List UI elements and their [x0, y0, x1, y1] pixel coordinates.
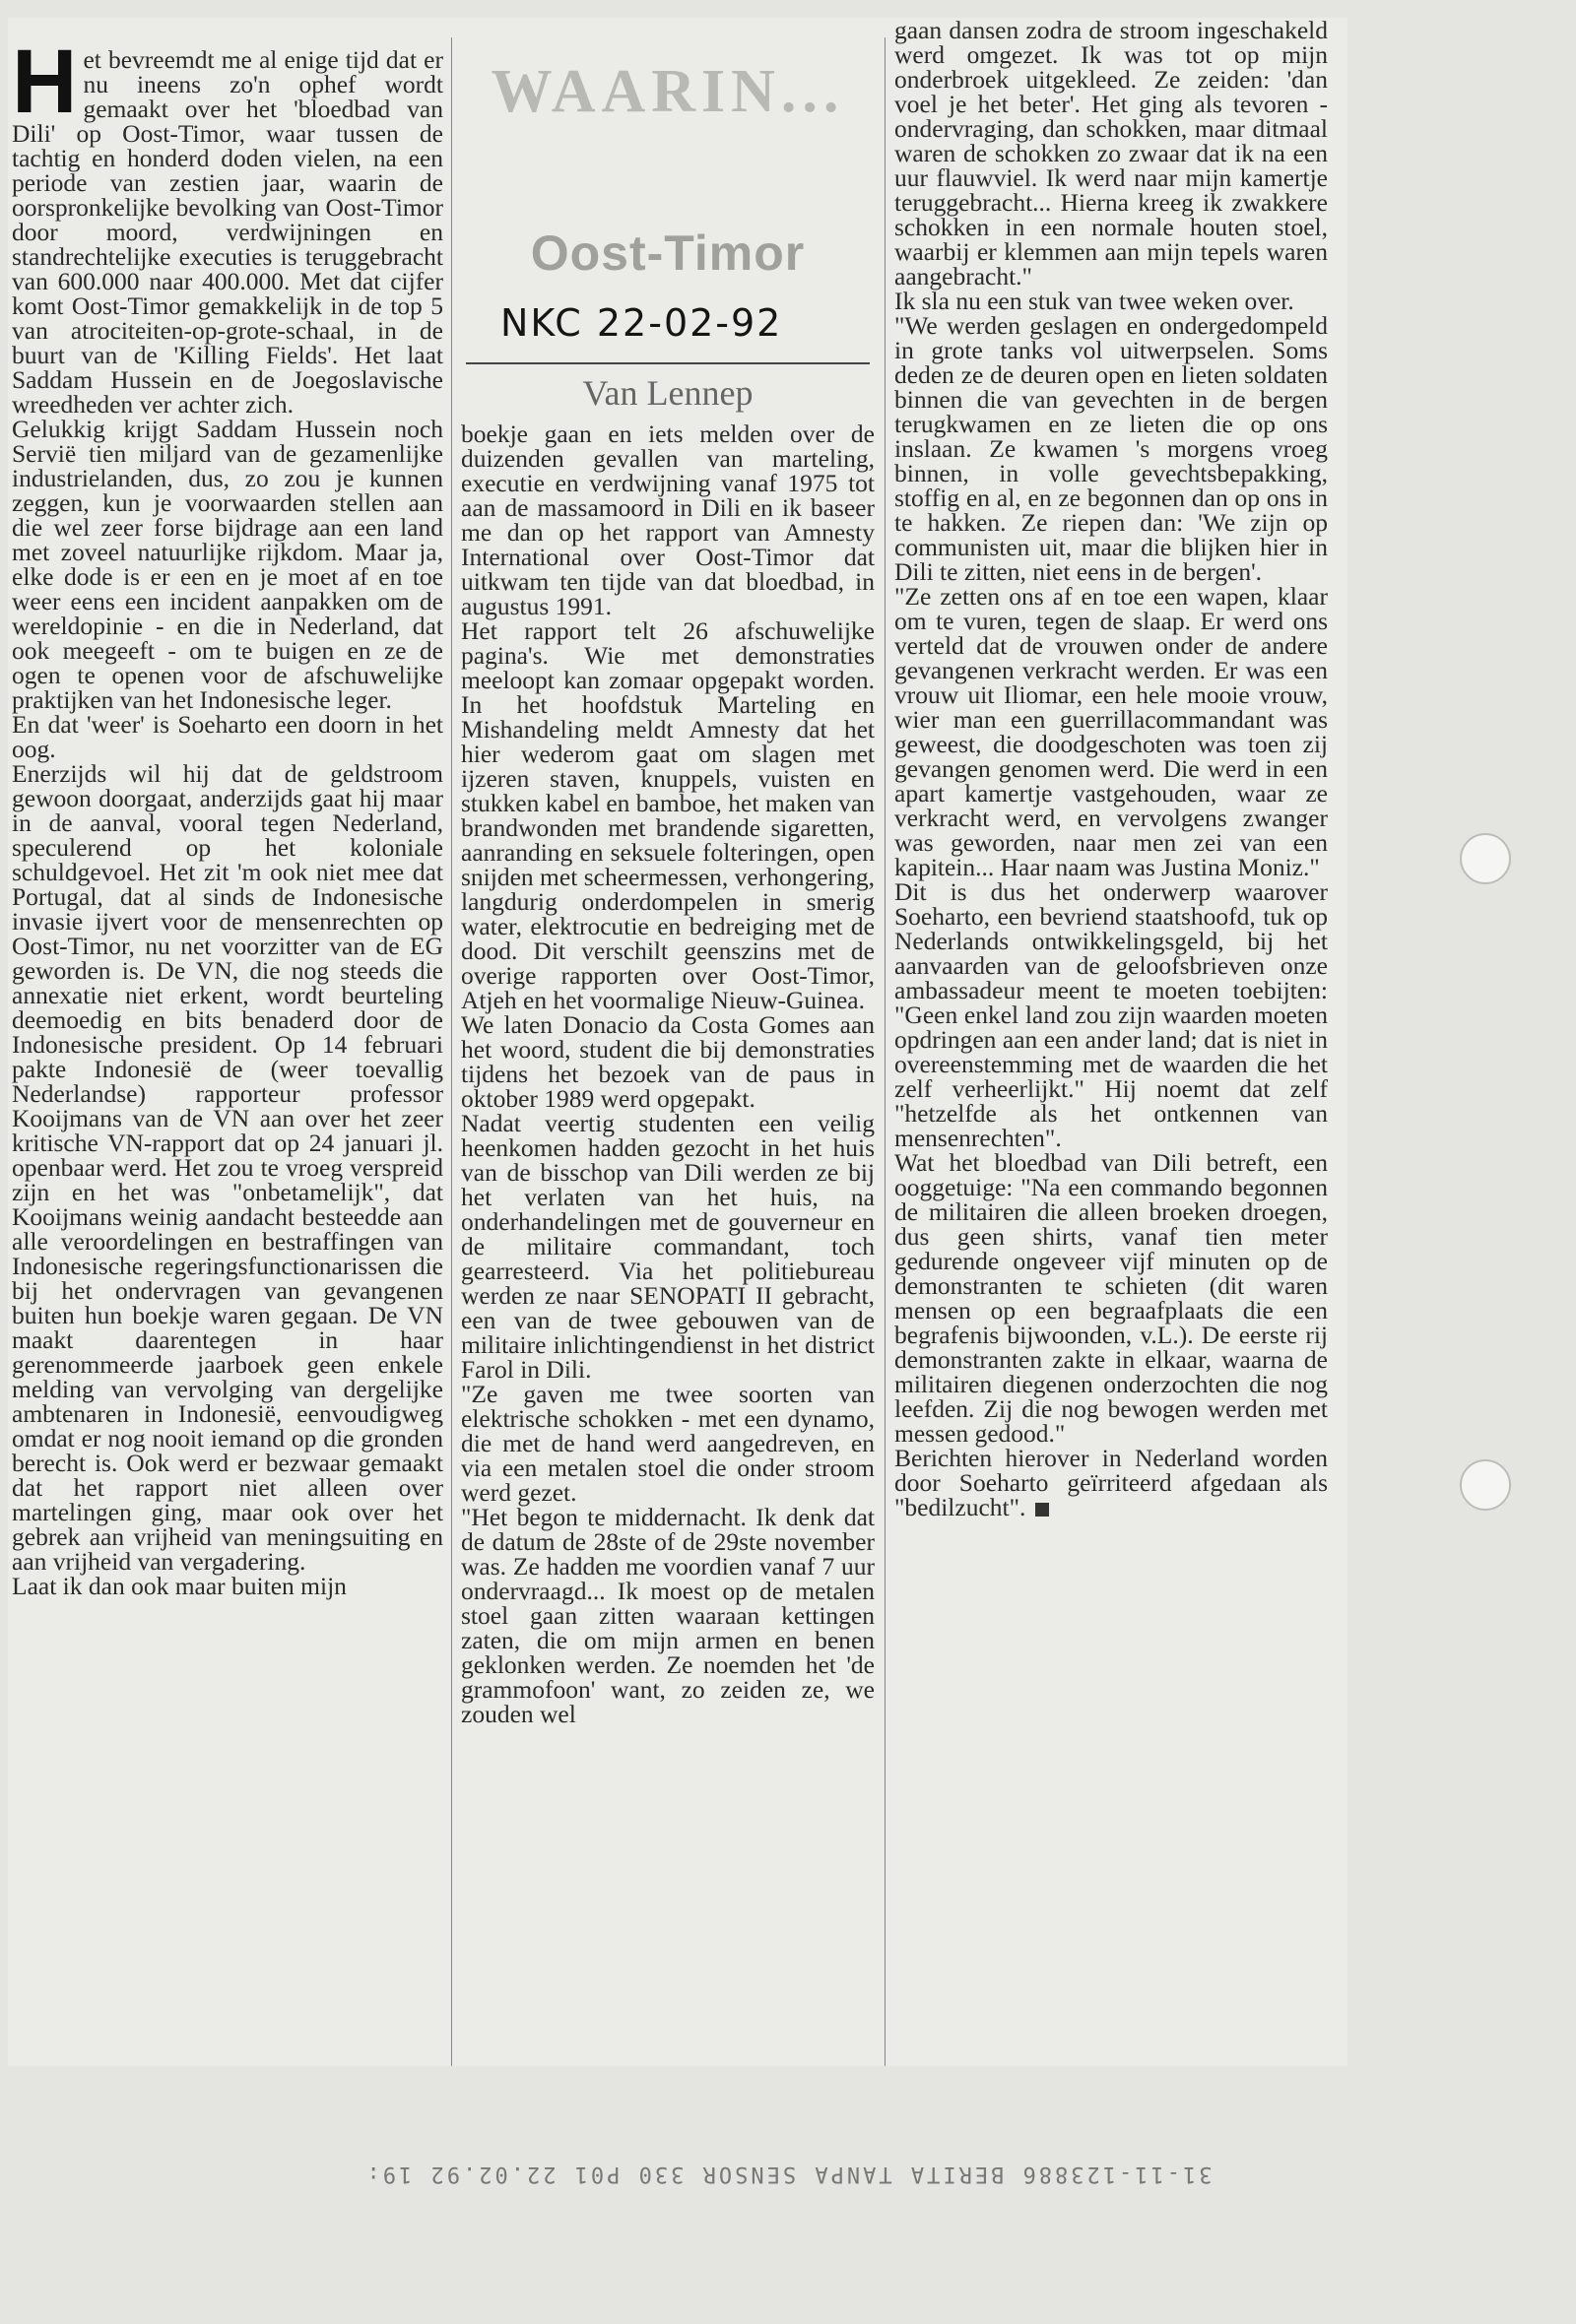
fax-header-line: 31-11-123886 BERITA TANPA SENSOR 330 P01 22.02.92 19:: [363, 2162, 1213, 2186]
byline: Van Lennep: [582, 373, 754, 413]
column-divider: [885, 37, 886, 2066]
paragraph: Ik sla nu een stuk van twee weken over.: [894, 287, 1294, 315]
article-column-3: [894, 18, 1328, 1519]
punch-hole: [1460, 833, 1511, 884]
paragraph: gaan dansen zodra de stroom ingeschakeld werd omgezet. Ik was tot op mijn onderbroek uitgekleed. Ze zeiden: 'dan voel je het beter'. Het ging als tevoren - ondervraging, dan schokken, maar ditmaal waren de schokken zo zwaar dat ik na een uur flauwviel. Ik werd naar mijn kamertje teruggebracht... Hierna kreeg ik zwakkere schokken in een normale houten stoel, waarbij er klemmen aan mijn tepels waren aangebracht.": [894, 16, 1328, 290]
section-title: Oost-Timor: [530, 226, 806, 281]
header-rule: [466, 362, 870, 364]
newspaper-clipping: [8, 18, 1347, 2066]
article-column-1: [12, 32, 443, 1600]
paragraph: Het rapport telt 26 afschuwelijke pagina's. Wie met demonstraties meeloopt kan zomaar opgepakt worden. In het hoofdstuk Marteling en Mishandeling meldt Amnesty dat het hier wederom gaat om slagen met ijzeren staven, knuppels, vuisten en stukken kabel en bamboe, het maken van brandwonden met brandende sigaretten, aanranding en seksuele folteringen, open snijden met scheermessen, verhongering, langdurig onderdompelen in smerig water, elektrocutie en bedreiging met de dood. Dit verschilt geenszins met de overige rapporten over Oost-Timor, Atjeh en het voormalige Nieuw-Guinea.: [461, 616, 875, 1014]
paragraph: "Ze zetten ons af en toe een wapen, klaar om te vuren, tegen de slaap. Er werd ons verteld dat de vrouwen onder de andere gevangenen verkracht werden. Er was een vrouw uit Iliomar, een hele mooie vrouw, wier man een guerrillacommandant was geweest, die doodgeschoten was toen zij gevangen genomen werd. Die werd in een apart kamertje vastgehouden, waar ze verkracht werd, en vervolgens zwanger was geworden, naar men zei van een kapitein... Haar naam was Justina Moniz.": [894, 582, 1328, 881]
paragraph: Enerzijds wil hij dat de geldstroom gewoon doorgaat, anderzijds gaat hij maar in de aanval, vooral tegen Nederland, speculerend op het koloniale schuldgevoel. Het zit 'm ook niet mee dat Portugal, dat al sinds de Indonesische invasie ijvert voor de mensenrechten op Oost-Timor, nu net voorzitter van de EG geworden is. De VN, die nog steeds die annexatie niet erkent, wordt beurteling deemoedig en bits benaderd door de Indonesische president. Op 14 februari pakte Indonesië de (weer toevallig Nederlandse) rapporteur professor Kooijmans van de VN aan over het zeer kritische VN-rapport dat op 24 januari jl. openbaar werd. Het zou te vroeg verspreid zijn en het was "onbetamelijk", dat Kooijmans weinig aandacht besteedde aan alle veroordelingen en bestraffingen van Indonesische regeringsfunctionarissen die bij het ondervragen van gevangenen buiten hun boekje waren gegaan. De VN maakt daarentegen in haar gerenommeerde jaarboek geen enkele melding van vervolging van dergelijke ambtenaren in Indonesië, eenvoudigweg omdat er nog nooit iemand op die gronden berecht is. Ook werd er bezwaar gemaakt dat het rapport niet alleen over martelingen ging, maar ook over het gebrek aan vrijheid van meningsuiting en aan vrijheid van vergadering.: [12, 759, 443, 1576]
paragraph: Berichten hierover in Nederland worden door Soeharto geïrriteerd afgedaan als "bedilzucht".: [894, 1444, 1328, 1521]
paragraph: "Het begon te middernacht. Ik denk dat de datum de 28ste of de 29ste november was. Ze hadden me voordien vanaf 7 uur ondervraagd... Ik moest op de metalen stoel gaan zitten waaraan kettingen zaten, die om mijn armen en benen geklonken werden. Ze noemden het 'de grammofoon' want, zo zeiden ze, we zouden wel: [461, 1503, 875, 1728]
end-of-article-mark: [1035, 1503, 1049, 1517]
column-divider: [451, 37, 452, 2066]
paragraph: boekje gaan en iets melden over de duizenden gevallen van marteling, executie en verdwijning vanaf 1975 tot aan de massamoord in Dili en ik baseer me dan op het rapport van Amnesty International over Oost-Timor dat uitkwam ten tijde van dat bloedbad, in augustus 1991.: [461, 420, 875, 620]
handwritten-date-note: NKC 22-02-92: [500, 301, 783, 345]
punch-hole: [1460, 1459, 1511, 1511]
paragraph: We laten Donacio da Costa Gomes aan het woord, student die bij demonstraties tijdens het bezoek van de paus in oktober 1989 werd opgepakt.: [461, 1010, 875, 1113]
article-column-2: [461, 421, 875, 1726]
paragraph: "Ze gaven me twee soorten van elektrische schokken - met een dynamo, die met de hand werd aangedreven, en via een metalen stoel die onder stroom werd gezet.: [461, 1380, 875, 1507]
paragraph: Het bevreemdt me al enige tijd dat er nu ineens zo'n ophef wordt gemaakt over het 'bloedbad van Dili' op Oost-Timor, waar tussen de tachtig en honderd doden vielen, na een periode van zestien jaar, waarin de oorspronkelijke bevolking van Oost-Timor door moord, verdwijningen en standrechtelijke executies is teruggebracht van 600.000 naar 400.000. Met dat cijfer komt Oost-Timor gemakkelijk in de top 5 van atrociteiten-op-grote-schaal, in de buurt van de 'Killing Fields'. Het laat Saddam Hussein en de Joegoslavische wreedheden ver achter zich.: [12, 32, 443, 419]
paragraph: Nadat veertig studenten een veilig heenkomen hadden gezocht in het huis van de bisschop van Dili werden ze bij het verlaten van het huis, na onderhandelingen met de gouverneur en de militaire commandant, toch gearresteerd. Via het politiebureau werden ze naar SENOPATI II gebracht, een van de twee gebouwen van de militaire inlichtingendienst in het district Farol in Dili.: [461, 1109, 875, 1384]
paragraph: En dat 'weer' is Soeharto een doorn in het oog.: [12, 710, 443, 763]
column-banner: WAARIN...: [491, 58, 845, 125]
paragraph: Wat het bloedbad van Dili betreft, een ooggetuige: "Na een commando begonnen de militairen die alleen broeken droegen, dus geen shirts, vanaf tien meter gedurende ongeveer vijf minuten op de demonstranten te schieten (dit waren mensen op een begraafplaats die een begrafenis bijwoonden, v.L.). De eerste rij demonstranten zakte in elkaar, waarna de militairen diegenen onderzochten die nog leefden. Zij die nog bewogen werden met messen gedood.": [894, 1148, 1328, 1448]
drop-cap: H: [12, 32, 78, 132]
paragraph: Laat ik dan ook maar buiten mijn: [12, 1572, 347, 1600]
paragraph: Gelukkig krijgt Saddam Hussein noch Servië tien miljard van de gezamenlijke industrielanden, dus, zo zou je kunnen zeggen, kun je voorwaarden stellen aan die wel zeer forse bijdrage aan een land met zoveel natuurlijke rijkdom. Maar ja, elke dode is er een en je moet af en toe weer eens een incident aanpakken om de wereldopinie - en die in Nederland, dat ook meegeeft - om te buigen en ze de ogen te openen voor de afschuwelijke praktijken van het Indonesische leger.: [12, 415, 443, 714]
paragraph: Dit is dus het onderwerp waarover Soeharto, een bevriend staatshoofd, tuk op Nederlands ontwikkelingsgeld, bij het aanvaarden van de geloofsbrieven onze ambassadeur meent te moeten toebijten: "Geen enkel land zou zijn waarden moeten opdringen aan een ander land; dat is niet in overeenstemming met de waarden die het zelf verheerlijkt." Hij noemt dat zelf "hetzelfde als het ontkennen van mensenrechten".: [894, 877, 1328, 1152]
paragraph: "We werden geslagen en ondergedompeld in grote tanks vol uitwerpselen. Soms deden ze de deuren open en lieten soldaten binnen die van gevechten in de bergen terugkwamen en ze lieten die op ons inslaan. Ze kwamen 's morgens vroeg binnen, in volle gevechtsbepakking, stoffig en al, en ze begonnen dan op ons in te hakken. Ze riepen dan: 'We zijn op communisten uit, maar die blijken hier in Dili te zitten, niet eens in de bergen'.: [894, 311, 1328, 586]
article-header: [461, 47, 875, 412]
